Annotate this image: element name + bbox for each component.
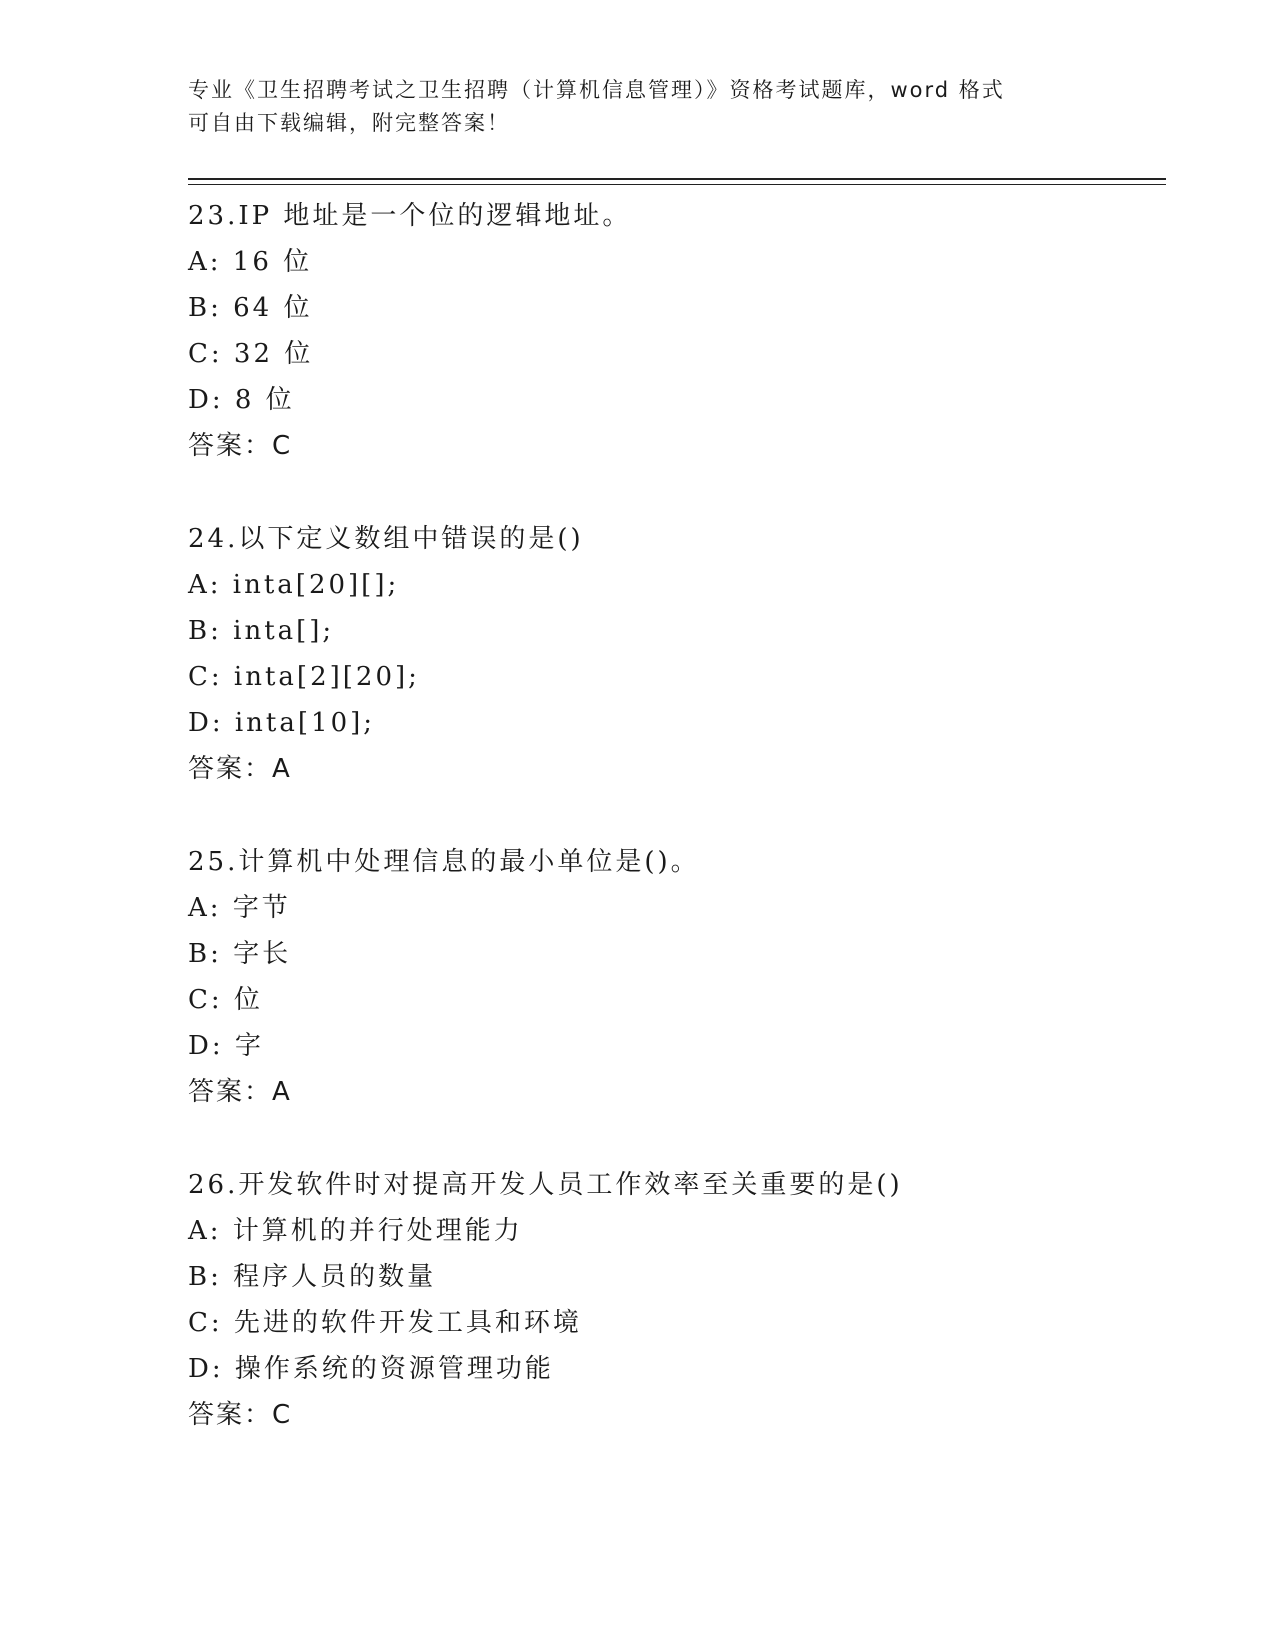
option-b: B: inta[]; [188,616,335,646]
question-list [188,193,1166,1485]
question-24 [188,516,1166,792]
option-a: A: 字节 [188,893,291,923]
option-a: A: 计算机的并行处理能力 [188,1216,523,1246]
option-b: B: 64 位 [188,293,313,323]
answer-line: 答案：C [188,1400,293,1430]
header-line-2: 可自由下载编辑，附完整答案！ [188,111,510,135]
option-b: B: 字长 [188,939,292,969]
option-c: C: 位 [188,985,263,1015]
option-a: A: 16 位 [188,247,313,277]
answer-line: 答案：A [188,1077,292,1107]
option-c: C: 先进的软件开发工具和环境 [188,1308,582,1338]
header-divider-thin [188,184,1166,185]
answer-line: 答案：C [188,431,293,461]
option-a: A: inta[20][]; [188,570,400,600]
option-d: D: 字 [188,1031,264,1061]
question-25 [188,839,1166,1115]
option-d: D: inta[10]; [188,708,376,738]
question-stem: 26.开发软件时对提高开发人员工作效率至关重要的是() [188,1170,903,1200]
question-stem: 25.计算机中处理信息的最小单位是()。 [188,847,700,877]
option-c: C: inta[2][20]; [188,662,420,692]
question-stem: 24.以下定义数组中错误的是() [188,524,584,554]
question-26 [188,1162,1166,1438]
option-d: D: 8 位 [188,385,295,415]
option-c: C: 32 位 [188,339,314,369]
question-stem: 23.IP 地址是一个位的逻辑地址。 [188,201,632,231]
header-line-1: 专业《卫生招聘考试之卫生招聘（计算机信息管理）》资格考试题库，word 格式 [188,78,1005,102]
question-23 [188,193,1166,469]
option-d: D: 操作系统的资源管理功能 [188,1354,554,1384]
document-header [188,74,1088,140]
header-divider-thick [188,178,1166,180]
option-b: B: 程序人员的数量 [188,1262,437,1292]
answer-line: 答案：A [188,754,292,784]
